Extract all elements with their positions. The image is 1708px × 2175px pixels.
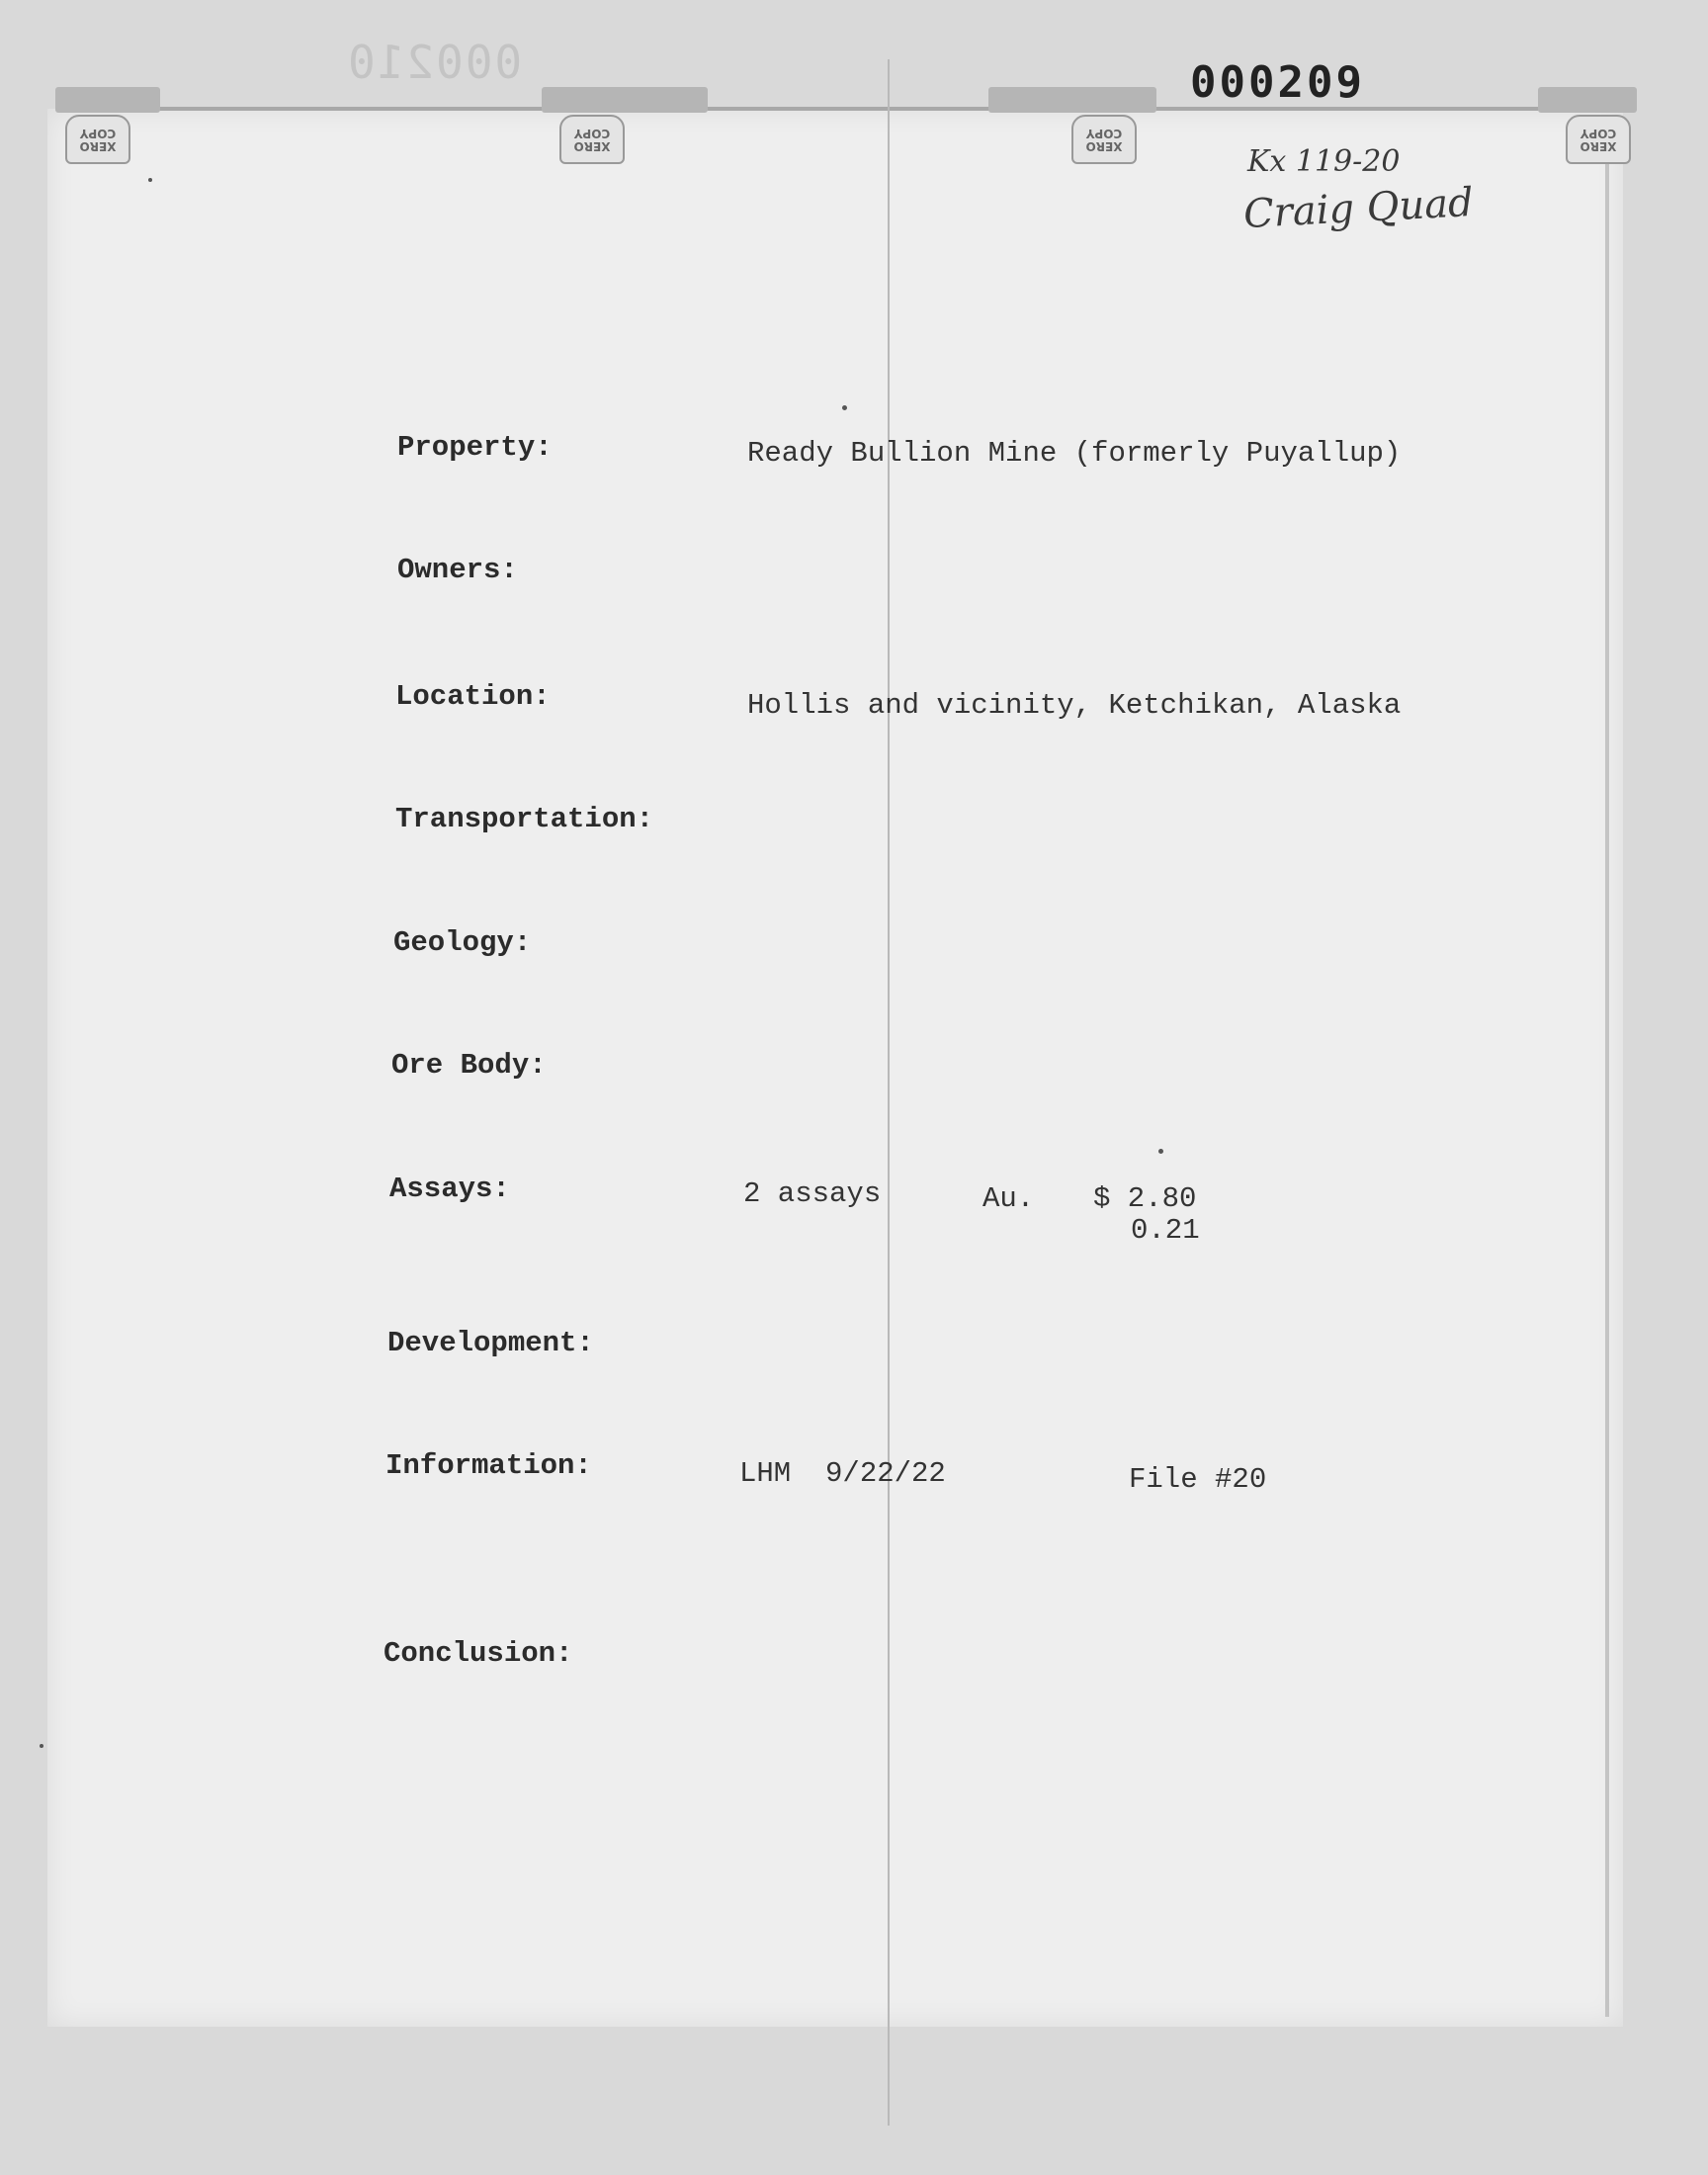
xero-copy-tab [1071, 115, 1137, 164]
fold-line [888, 59, 890, 2126]
page-right-edge [1605, 119, 1609, 2017]
document-page [47, 109, 1623, 2027]
label-owners: Owners: [397, 554, 518, 586]
clip-bar-2 [542, 87, 708, 113]
handwritten-quad: Craig Quad [1241, 179, 1475, 238]
tab-text-xero: XERO [573, 139, 611, 153]
scan-speck [1158, 1149, 1163, 1154]
value-location: Hollis and vicinity, Ketchikan, Alaska [747, 689, 1402, 722]
page-stamp-number: 000209 [1190, 57, 1365, 108]
assay-value-1: $ 2.80 [1093, 1182, 1197, 1215]
scan-speck [842, 405, 847, 410]
label-conclusion: Conclusion: [384, 1637, 573, 1670]
clip-bar-3 [988, 87, 1156, 113]
page-top-edge [59, 107, 1631, 111]
xero-copy-tab [1566, 115, 1631, 164]
tab-text-copy: COPY [79, 127, 117, 140]
label-location: Location: [395, 680, 551, 713]
xero-copy-tab [559, 115, 625, 164]
label-information: Information: [385, 1449, 592, 1482]
value-property: Ready Bullion Mine (formerly Puyallup) [747, 437, 1402, 470]
clip-bar-4 [1538, 87, 1637, 113]
assay-count: 2 assays [743, 1177, 882, 1210]
label-development: Development: [387, 1327, 594, 1359]
assay-value-2: 0.21 [1131, 1214, 1200, 1247]
label-geology: Geology: [393, 926, 532, 959]
label-ore-body: Ore Body: [391, 1049, 547, 1082]
tab-text-copy: COPY [1580, 127, 1617, 140]
handwritten-code: Kx 119-20 [1247, 144, 1401, 179]
xero-copy-tab [65, 115, 130, 164]
assay-metal: Au. [982, 1182, 1035, 1215]
bleed-through-number: 000210 [346, 36, 523, 89]
label-transportation: Transportation: [395, 803, 654, 835]
tab-text-xero: XERO [1580, 139, 1617, 153]
tab-text-copy: COPY [1085, 127, 1123, 140]
tab-text-xero: XERO [79, 139, 117, 153]
label-assays: Assays: [389, 1173, 510, 1205]
label-property: Property: [397, 431, 553, 464]
tab-text-copy: COPY [573, 127, 611, 140]
tab-text-xero: XERO [1085, 139, 1123, 153]
scan-speck [40, 1744, 43, 1748]
information-file: File #20 [1129, 1463, 1267, 1496]
scan-speck [148, 178, 152, 182]
information-initials-date: LHM 9/22/22 [739, 1457, 946, 1490]
clip-bar-1 [55, 87, 160, 113]
